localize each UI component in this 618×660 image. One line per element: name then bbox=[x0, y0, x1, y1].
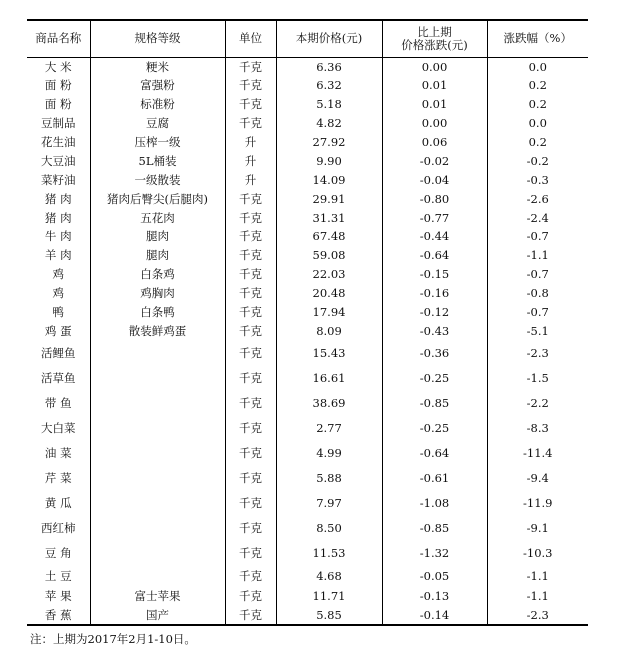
cell-change: -1.32 bbox=[382, 540, 487, 565]
cell-spec: 豆腐 bbox=[90, 114, 225, 133]
table-row bbox=[27, 76, 588, 95]
table-row bbox=[27, 57, 588, 76]
cell-pct: -11.9 bbox=[487, 490, 588, 515]
table-row bbox=[27, 246, 588, 265]
cell-change: -0.15 bbox=[382, 265, 487, 284]
cell-price: 27.92 bbox=[276, 133, 382, 152]
table-row bbox=[27, 515, 588, 540]
cell-spec bbox=[90, 465, 225, 490]
cell-name: 面 粉 bbox=[44, 97, 72, 112]
cell-change: -0.85 bbox=[382, 390, 487, 415]
cell-price: 8.50 bbox=[276, 515, 382, 540]
cell-pct: -2.6 bbox=[487, 189, 588, 208]
cell-name: 鸡 蛋 bbox=[44, 323, 72, 338]
cell-change: -0.85 bbox=[382, 515, 487, 540]
footnote: 注：上期为2017年2月1-10日。 bbox=[30, 632, 196, 646]
table-row bbox=[27, 95, 588, 114]
cell-spec bbox=[90, 565, 225, 587]
cell-unit: 升 bbox=[225, 170, 276, 189]
cell-spec bbox=[90, 490, 225, 515]
cell-change: -0.77 bbox=[382, 208, 487, 227]
cell-pct: 0.2 bbox=[487, 76, 588, 95]
table-body bbox=[27, 57, 588, 625]
table-row bbox=[27, 540, 588, 565]
cell-pct: -0.7 bbox=[487, 303, 588, 322]
cell-name: 鸡 bbox=[52, 267, 64, 282]
cell-change: 0.01 bbox=[382, 95, 487, 114]
cell-spec: 国产 bbox=[90, 606, 225, 625]
cell-unit: 千克 bbox=[225, 606, 276, 625]
cell-spec: 五花肉 bbox=[90, 208, 225, 227]
cell-name: 油 菜 bbox=[44, 445, 72, 460]
cell-change: 0.01 bbox=[382, 76, 487, 95]
cell-price: 31.31 bbox=[276, 208, 382, 227]
cell-pct: 0.2 bbox=[487, 133, 588, 152]
cell-pct: -0.2 bbox=[487, 151, 588, 170]
cell-price: 6.36 bbox=[276, 57, 382, 76]
cell-unit: 千克 bbox=[225, 565, 276, 587]
cell-unit: 千克 bbox=[225, 208, 276, 227]
cell-name: 大 米 bbox=[44, 59, 72, 74]
cell-price: 16.61 bbox=[276, 365, 382, 390]
cell-change: -0.44 bbox=[382, 227, 487, 246]
header-change bbox=[382, 20, 487, 57]
table-row bbox=[27, 151, 588, 170]
cell-spec: 猪肉后臀尖(后腿肉) bbox=[90, 189, 225, 208]
cell-pct: -9.4 bbox=[487, 465, 588, 490]
header-name: 商品名称 bbox=[27, 20, 90, 57]
cell-price: 4.82 bbox=[276, 114, 382, 133]
cell-pct: -0.3 bbox=[487, 170, 588, 189]
table-header bbox=[27, 20, 588, 57]
header-pct: 涨跌幅（%） bbox=[487, 20, 588, 57]
table-row bbox=[27, 465, 588, 490]
cell-change: 0.00 bbox=[382, 114, 487, 133]
cell-price: 67.48 bbox=[276, 227, 382, 246]
cell-name: 猪 肉 bbox=[44, 210, 72, 225]
cell-pct: -10.3 bbox=[487, 540, 588, 565]
cell-pct: -1.5 bbox=[487, 365, 588, 390]
cell-price: 5.85 bbox=[276, 606, 382, 625]
cell-name: 猪 肉 bbox=[44, 191, 72, 206]
cell-unit: 千克 bbox=[225, 246, 276, 265]
cell-unit: 千克 bbox=[225, 587, 276, 606]
cell-unit: 千克 bbox=[225, 540, 276, 565]
table-row bbox=[27, 340, 588, 365]
table-row bbox=[27, 284, 588, 303]
table-row bbox=[27, 208, 588, 227]
cell-price: 14.09 bbox=[276, 170, 382, 189]
cell-spec: 一级散装 bbox=[90, 170, 225, 189]
cell-unit: 千克 bbox=[225, 76, 276, 95]
cell-spec bbox=[90, 515, 225, 540]
cell-change: -0.02 bbox=[382, 151, 487, 170]
table-row bbox=[27, 321, 588, 340]
cell-pct: -2.2 bbox=[487, 390, 588, 415]
table-row bbox=[27, 606, 588, 625]
cell-change: -0.04 bbox=[382, 170, 487, 189]
cell-unit: 千克 bbox=[225, 114, 276, 133]
cell-name: 花生油 bbox=[41, 135, 76, 149]
cell-pct: -1.1 bbox=[487, 587, 588, 606]
cell-name: 牛 肉 bbox=[44, 229, 72, 244]
cell-spec bbox=[90, 415, 225, 440]
cell-unit: 千克 bbox=[225, 189, 276, 208]
table-row bbox=[27, 587, 588, 606]
table-row bbox=[27, 170, 588, 189]
cell-change: -0.36 bbox=[382, 340, 487, 365]
cell-change: -0.64 bbox=[382, 246, 487, 265]
cell-unit: 千克 bbox=[225, 465, 276, 490]
cell-name: 豆 角 bbox=[44, 545, 72, 560]
cell-name: 苹 果 bbox=[44, 589, 72, 604]
cell-change: -0.64 bbox=[382, 440, 487, 465]
table-row bbox=[27, 189, 588, 208]
cell-name: 大豆油 bbox=[41, 153, 76, 168]
cell-name: 鸡 bbox=[52, 286, 64, 301]
cell-pct: -11.4 bbox=[487, 440, 588, 465]
cell-pct: -5.1 bbox=[487, 321, 588, 340]
cell-change: -0.25 bbox=[382, 415, 487, 440]
cell-spec: 标准粉 bbox=[90, 95, 225, 114]
cell-change: -0.14 bbox=[382, 606, 487, 625]
cell-pct: -0.7 bbox=[487, 265, 588, 284]
cell-unit: 千克 bbox=[225, 490, 276, 515]
cell-unit: 千克 bbox=[225, 415, 276, 440]
cell-change: -0.61 bbox=[382, 465, 487, 490]
cell-unit: 千克 bbox=[225, 515, 276, 540]
cell-price: 29.91 bbox=[276, 189, 382, 208]
cell-unit: 千克 bbox=[225, 365, 276, 390]
cell-unit: 千克 bbox=[225, 95, 276, 114]
cell-spec: 压榨一级 bbox=[90, 133, 225, 152]
table-row bbox=[27, 390, 588, 415]
cell-spec bbox=[90, 340, 225, 365]
cell-price: 5.88 bbox=[276, 465, 382, 490]
cell-name: 芹 菜 bbox=[44, 470, 72, 485]
cell-pct: -2.3 bbox=[487, 606, 588, 625]
cell-change: -1.08 bbox=[382, 490, 487, 515]
header-price: 本期价格(元) bbox=[276, 20, 382, 57]
cell-pct: -8.3 bbox=[487, 415, 588, 440]
table-row bbox=[27, 303, 588, 322]
cell-unit: 千克 bbox=[225, 440, 276, 465]
price-table bbox=[27, 19, 588, 626]
cell-spec: 5L桶装 bbox=[90, 151, 225, 170]
cell-name: 西红柿 bbox=[41, 520, 76, 535]
cell-pct: -2.3 bbox=[487, 340, 588, 365]
cell-price: 2.77 bbox=[276, 415, 382, 440]
table-row bbox=[27, 365, 588, 390]
cell-unit: 升 bbox=[225, 133, 276, 152]
cell-unit: 千克 bbox=[225, 265, 276, 284]
cell-spec bbox=[90, 440, 225, 465]
cell-name: 鸭 bbox=[52, 305, 64, 320]
cell-price: 8.09 bbox=[276, 321, 382, 340]
cell-spec: 白条鸭 bbox=[90, 303, 225, 322]
cell-unit: 千克 bbox=[225, 284, 276, 303]
cell-name: 羊 肉 bbox=[44, 248, 72, 263]
table-row bbox=[27, 490, 588, 515]
cell-change: -0.43 bbox=[382, 321, 487, 340]
header-unit: 单位 bbox=[225, 20, 276, 57]
cell-pct: -2.4 bbox=[487, 208, 588, 227]
cell-name: 大白菜 bbox=[41, 420, 76, 435]
cell-name: 土 豆 bbox=[44, 569, 72, 584]
cell-change: -0.16 bbox=[382, 284, 487, 303]
cell-price: 15.43 bbox=[276, 340, 382, 365]
cell-name: 活草鱼 bbox=[41, 370, 76, 385]
cell-spec: 富士苹果 bbox=[90, 587, 225, 606]
cell-unit: 千克 bbox=[225, 340, 276, 365]
cell-price: 59.08 bbox=[276, 246, 382, 265]
cell-change: -0.12 bbox=[382, 303, 487, 322]
header-change-line1: 比上期 bbox=[417, 24, 452, 39]
cell-unit: 升 bbox=[225, 151, 276, 170]
cell-spec bbox=[90, 365, 225, 390]
cell-change: -0.25 bbox=[382, 365, 487, 390]
cell-change: -0.13 bbox=[382, 587, 487, 606]
cell-change: -0.80 bbox=[382, 189, 487, 208]
cell-change: 0.00 bbox=[382, 57, 487, 76]
cell-pct: -1.1 bbox=[487, 565, 588, 587]
cell-pct: 0.2 bbox=[487, 95, 588, 114]
cell-price: 11.53 bbox=[276, 540, 382, 565]
cell-spec: 白条鸡 bbox=[90, 265, 225, 284]
cell-name: 活鲤鱼 bbox=[41, 345, 76, 360]
cell-price: 20.48 bbox=[276, 284, 382, 303]
cell-unit: 千克 bbox=[225, 390, 276, 415]
cell-pct: 0.0 bbox=[487, 57, 588, 76]
cell-pct: -0.8 bbox=[487, 284, 588, 303]
cell-spec bbox=[90, 390, 225, 415]
cell-name: 豆制品 bbox=[41, 116, 76, 131]
cell-price: 22.03 bbox=[276, 265, 382, 284]
cell-spec: 腿肉 bbox=[90, 227, 225, 246]
cell-price: 5.18 bbox=[276, 95, 382, 114]
cell-price: 6.32 bbox=[276, 76, 382, 95]
header-spec: 规格等级 bbox=[90, 20, 225, 57]
table-row bbox=[27, 227, 588, 246]
cell-price: 38.69 bbox=[276, 390, 382, 415]
table-row bbox=[27, 114, 588, 133]
cell-spec: 鸡胸肉 bbox=[90, 284, 225, 303]
cell-unit: 千克 bbox=[225, 227, 276, 246]
cell-unit: 千克 bbox=[225, 321, 276, 340]
table-row bbox=[27, 565, 588, 587]
table-row bbox=[27, 265, 588, 284]
cell-name: 面 粉 bbox=[44, 78, 72, 93]
cell-pct: 0.0 bbox=[487, 114, 588, 133]
cell-change: 0.06 bbox=[382, 133, 487, 152]
cell-pct: -0.7 bbox=[487, 227, 588, 246]
table-row bbox=[27, 415, 588, 440]
cell-spec: 富强粉 bbox=[90, 76, 225, 95]
cell-price: 9.90 bbox=[276, 151, 382, 170]
cell-name: 菜籽油 bbox=[41, 172, 76, 187]
cell-spec bbox=[90, 540, 225, 565]
cell-price: 4.99 bbox=[276, 440, 382, 465]
table-row bbox=[27, 133, 588, 152]
cell-spec: 粳米 bbox=[90, 57, 225, 76]
cell-spec: 腿肉 bbox=[90, 246, 225, 265]
cell-price: 11.71 bbox=[276, 587, 382, 606]
cell-pct: -1.1 bbox=[487, 246, 588, 265]
cell-pct: -9.1 bbox=[487, 515, 588, 540]
cell-name: 带 鱼 bbox=[44, 395, 72, 410]
cell-unit: 千克 bbox=[225, 57, 276, 76]
cell-price: 17.94 bbox=[276, 303, 382, 322]
header-change-line2: 价格涨跌(元) bbox=[401, 37, 468, 52]
cell-price: 7.97 bbox=[276, 490, 382, 515]
cell-unit: 千克 bbox=[225, 303, 276, 322]
cell-price: 4.68 bbox=[276, 565, 382, 587]
table-row bbox=[27, 440, 588, 465]
cell-name: 黄 瓜 bbox=[44, 495, 72, 510]
cell-change: -0.05 bbox=[382, 565, 487, 587]
cell-name: 香 蕉 bbox=[44, 607, 72, 622]
cell-spec: 散装鲜鸡蛋 bbox=[90, 321, 225, 340]
